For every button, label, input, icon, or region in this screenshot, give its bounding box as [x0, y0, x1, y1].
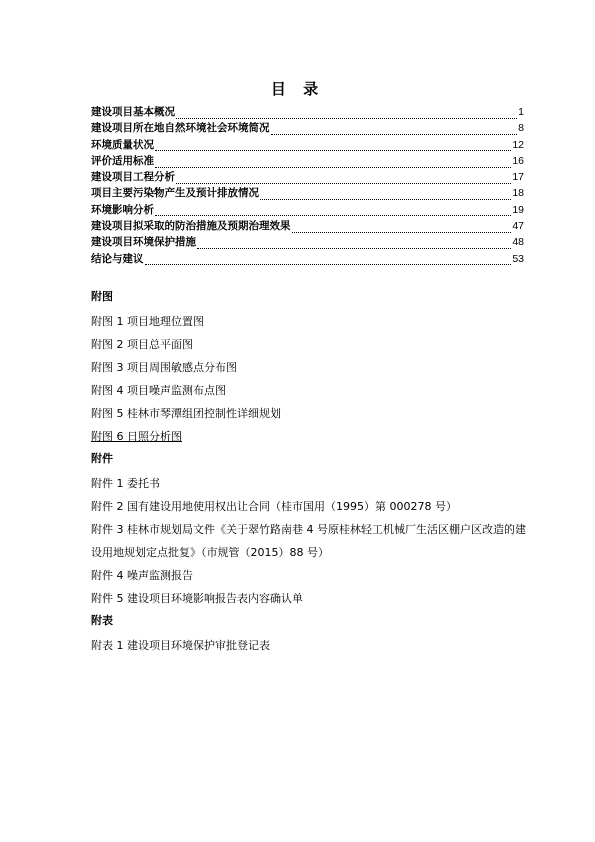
attachment-item: 附件 3 桂林市规划局文件《关于翠竹路南巷 4 号原桂林轻工机械厂生活区棚户区改造的建设用地规划定点批复》（市规管（2015）88 号）	[91, 523, 526, 559]
attachment-item: 附件 4 噪声监测报告	[91, 569, 193, 582]
table-item: 附表 1 建设项目环境保护审批登记表	[91, 639, 270, 652]
toc-leader-dots	[260, 189, 511, 200]
toc-leader-dots	[155, 157, 511, 168]
attachment-item: 附件 2 国有建设用地使用权出让合同（桂市国用（1995）第 000278 号）	[91, 500, 457, 513]
toc-leader-dots	[271, 124, 518, 135]
toc-entry-page: 19	[512, 203, 524, 216]
toc-entry[interactable]	[91, 120, 524, 136]
figure-item: 附图 6 日照分析图	[91, 430, 182, 443]
figure-item: 附图 5 桂林市琴潭组团控制性详细规划	[91, 407, 281, 420]
toc-entry-label: 环境影响分析	[91, 203, 154, 216]
tables-heading: 附表	[91, 614, 113, 627]
toc-entry-page: 48	[512, 236, 524, 249]
figures-heading: 附图	[91, 290, 113, 303]
toc-leader-dots	[155, 140, 511, 151]
toc-entry-page: 8	[518, 122, 524, 135]
toc-leader-dots	[292, 222, 512, 233]
toc-entry-page: 17	[512, 171, 524, 184]
toc-entry[interactable]	[91, 153, 524, 169]
attachments-heading: 附件	[91, 452, 113, 465]
page-title: 目 录	[270, 80, 325, 98]
toc-leader-dots	[176, 108, 517, 119]
toc-leader-dots	[176, 173, 511, 184]
toc-entry-page: 1	[518, 106, 524, 118]
toc-entry-label: 建设项目工程分析	[91, 171, 175, 184]
toc-entry[interactable]	[91, 169, 524, 185]
toc-leader-dots	[197, 238, 511, 249]
toc-entry-page: 16	[512, 154, 524, 167]
toc-entry-page: 47	[512, 220, 524, 233]
toc-entry-label: 建设项目拟采取的防治措施及预期治理效果	[91, 220, 291, 233]
toc-entry-label: 建设项目基本概况	[91, 106, 175, 118]
toc-entry-label: 结论与建议	[91, 252, 144, 265]
figure-item: 附图 2 项目总平面图	[91, 338, 193, 351]
toc-entry-label: 建设项目环境保护措施	[91, 236, 196, 249]
toc-entry-label: 项目主要污染物产生及预计排放情况	[91, 187, 259, 200]
toc-entry[interactable]	[91, 251, 524, 267]
toc-entry-page: 18	[512, 187, 524, 200]
toc-entry[interactable]	[91, 234, 524, 250]
toc-entry[interactable]	[91, 202, 524, 218]
toc-leader-dots	[155, 205, 511, 216]
attachment-item: 附件 5 建设项目环境影响报告表内容确认单	[91, 592, 303, 605]
toc-entry-label: 建设项目所在地自然环境社会环境简况	[91, 122, 270, 135]
toc-entry[interactable]	[91, 104, 524, 120]
toc-leader-dots	[145, 254, 512, 265]
appendix-list	[91, 286, 531, 657]
attachment-item: 附件 1 委托书	[91, 477, 160, 490]
toc-entry-page: 53	[512, 252, 524, 265]
table-of-contents	[91, 104, 524, 267]
toc-entry-label: 环境质量状况	[91, 138, 154, 151]
figure-item: 附图 4 项目噪声监测布点图	[91, 384, 226, 397]
toc-entry-page: 12	[512, 138, 524, 151]
toc-entry[interactable]	[91, 218, 524, 234]
toc-entry-label: 评价适用标准	[91, 154, 154, 167]
figure-item: 附图 1 项目地理位置图	[91, 315, 204, 328]
toc-entry[interactable]	[91, 185, 524, 201]
toc-entry[interactable]	[91, 137, 524, 153]
figure-item: 附图 3 项目周围敏感点分布图	[91, 361, 237, 374]
